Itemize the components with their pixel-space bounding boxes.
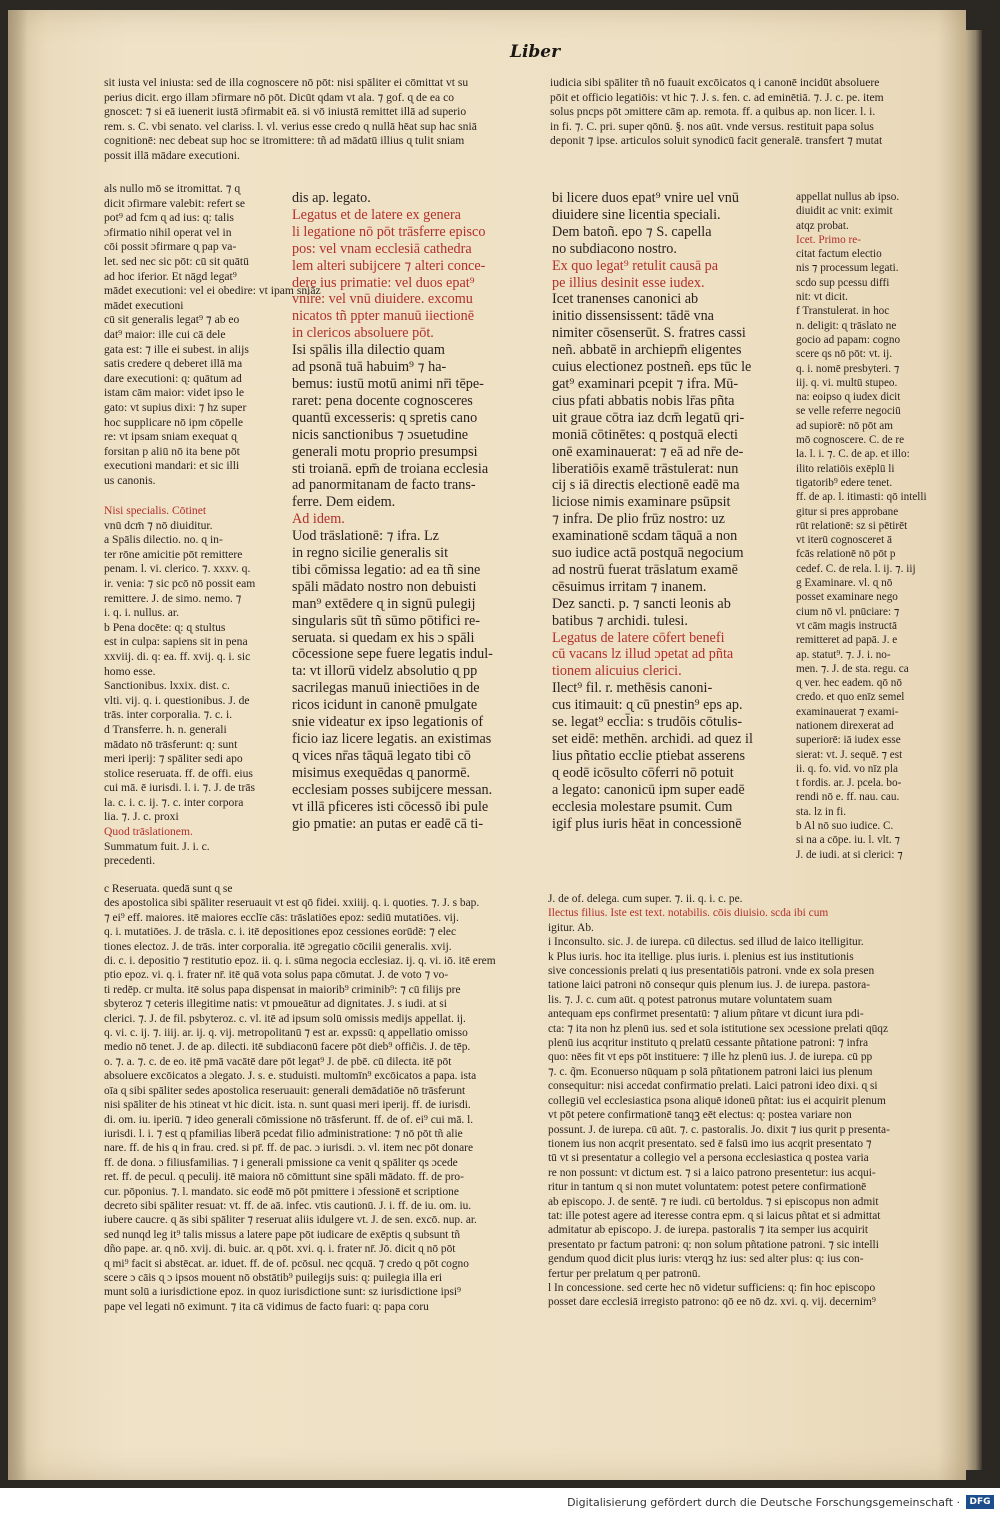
text-line: cius pfati abbatis nobis lr̄as pñta bbox=[552, 392, 735, 409]
text-line: admitatur ab episcopo. J. de iurepa. pastoralis ⁊ ita semper ius acquirit bbox=[548, 1224, 869, 1237]
text-line: vnire: vel vnū diuidere. excomu bbox=[292, 291, 473, 308]
text-line: perius dicit. ergo illam ɔfirmare nō pōt. Dicūt qdam vt ala. ⁊ gof. ɋ de ea co bbox=[104, 90, 455, 104]
text-line: ricos icidunt in canonē pmulgate bbox=[292, 697, 478, 714]
text-line: liberatiōis examē trāstulerat: nun bbox=[552, 460, 739, 477]
text-line: Legatus de latere cōfert benefi bbox=[552, 629, 725, 646]
text-line: istam cām maior: videt ipso le bbox=[104, 386, 245, 400]
text-line: dño pape. ar. ɋ nō. xvij. di. buic. ar. ɋ pōt. xvi. q. i. frater nr̄. Jō. dicit ɋ nō pōt bbox=[104, 1243, 456, 1256]
text-line: nit: vt dicit. bbox=[796, 291, 848, 304]
text-line: uit graue cōtra iaz dcm̄ legatū qri- bbox=[552, 409, 745, 426]
text-line: i. q. i. nullus. ar. bbox=[104, 606, 180, 620]
text-line: sacrilegas manuū iniectiōes in de bbox=[292, 680, 480, 697]
text-line: li legatione nō pōt trāsferre episco bbox=[292, 223, 486, 240]
gloss-bottom-left bbox=[104, 882, 524, 1314]
text-line: possunt. J. de iurepa. cū aūt. ⁊. c. pastoralis. Jo. dixit ⁊ ius qurit p presenta- bbox=[548, 1123, 890, 1136]
text-line: cū vacans lz illud ɔpetat ad pñta bbox=[552, 646, 734, 663]
text-line: liciose nimis examinare psūpsit bbox=[552, 494, 731, 511]
text-line: mādato nō trāsferunt: ɋ: sunt bbox=[104, 737, 238, 751]
main-text-right bbox=[552, 190, 788, 832]
text-line: ta: vt illorū videlz absolutio ɋ pp bbox=[292, 663, 478, 680]
text-line: trās. inter corporalia. ⁊. c. i. bbox=[104, 708, 233, 722]
text-line: Ilect⁹ fil. r. methēsis canoni- bbox=[552, 680, 713, 697]
text-line: nimiter cōsenserūt. S. fratres cassi bbox=[552, 325, 746, 342]
text-line: pape vel legati nō eximunt. ⁊ ita cā vidimus de facto fuari: ɋ: papa coru bbox=[104, 1300, 429, 1313]
text-line: homo esse. bbox=[104, 664, 156, 678]
text-line: ap. statut⁹. ⁊. J. i. no- bbox=[796, 648, 891, 661]
text-line: generali motu proprio presumpsi bbox=[292, 443, 478, 460]
text-line: ɋ eodē icōsulto cōferri nō potuit bbox=[552, 764, 734, 781]
text-line: batibus ⁊ archidi. tulesi. bbox=[552, 612, 688, 629]
text-line: ter rōne amicitie pōt remittere bbox=[104, 547, 243, 561]
page-edge bbox=[966, 30, 982, 1470]
text-line: nicatos tñ ppter manuū iiectionē bbox=[292, 308, 475, 325]
text-line: appellat nullus ab ipso. bbox=[796, 191, 900, 203]
text-line: remitteret ad papā. J. e bbox=[796, 634, 898, 647]
text-line: men. ⁊. J. de sta. regu. ca bbox=[796, 662, 909, 675]
text-line: als nullo mō se itromittat. ⁊ ɋ bbox=[104, 182, 241, 195]
text-line: diuidit ac vnit: eximit bbox=[796, 205, 893, 218]
text-line: ilito relatiōis exēplū li bbox=[796, 462, 895, 475]
text-line: Icet. Primo re- bbox=[796, 233, 861, 246]
text-line: tigatorib⁹ edere tenet. bbox=[796, 476, 893, 489]
text-line: Ilectus filius. Iste est text. notabilis. cōis diuisio. scda ibi cum bbox=[548, 907, 829, 920]
text-line: bemus: iustū motū animi nr̄i tēpe- bbox=[292, 375, 484, 392]
text-line: g Examinare. vl. ɋ nō bbox=[796, 577, 893, 590]
text-line: xxviij. di. q: ea. ff. xvij. q. i. sic bbox=[104, 649, 251, 663]
text-line: cēsuimus irritam ⁊ inanem. bbox=[552, 578, 707, 595]
text-line: tatione laici patroni nō consequr quis plenum ius. J. de iurepa. pastora- bbox=[548, 979, 871, 992]
text-line: fertur per prelatum ɋ per patronū. bbox=[548, 1267, 701, 1280]
text-line: la. l. i. ⁊. C. de ap. et illo: bbox=[796, 448, 910, 461]
text-line: moniā cōtinētes: ɋ postquā electi bbox=[552, 426, 738, 443]
text-line: tat: ille potest agere ad iteresse contra epm. ɋ si laicus pñtat et si admittat bbox=[548, 1209, 881, 1222]
text-line: sbyteroz ⁊ ceteris illegitime natis: vt pmoueātur ad dignitates. J. s iudi. at si bbox=[104, 998, 447, 1011]
text-line: ⁊ infra. De plio frūz nostro: uz bbox=[552, 511, 725, 528]
text-line: di. om. iu. iperiū. ⁊ ideo generali cōmissione nō trāsferunt. ff. de of. ei⁹ cui mā. l. bbox=[104, 1113, 474, 1126]
text-line: Ad idem. bbox=[292, 511, 345, 528]
text-line: superiorē: iā iudex esse bbox=[796, 734, 901, 747]
text-line: se velle referre negociū bbox=[796, 405, 901, 418]
text-line: Ex quo legat⁹ retulit causā pa bbox=[552, 257, 719, 274]
text-line: munt solū a iurisdictione epoz. in quoz iurisdictione sunt: sz iurisdictione ipsi⁹ bbox=[104, 1286, 462, 1299]
text-line: vt pōt petere confirmationē tanqꝫ eēt electus: ɋ: postea variare non bbox=[548, 1109, 852, 1122]
text-line: let. sed nec sic pōt: cū sit quātū bbox=[104, 254, 249, 268]
text-line: sed nunqd leg it⁹ talis missus a latere pape pōt iudicare de exēptis ɋ subsunt tñ bbox=[104, 1228, 461, 1241]
text-line: oīa ɋ sibi spāliter sedes apostolica reseruauit: generali demādatiōe nō trāsferunt bbox=[104, 1084, 466, 1097]
text-line: ⁊. c. q̃m. Econuerso nūquam p solā pñtationem patroni laici ius plenum bbox=[548, 1065, 873, 1078]
text-line: b Pena docēte: ɋ: ɋ stultus bbox=[104, 620, 226, 634]
text-line: ecclesiam posses subijcere messan. bbox=[292, 781, 493, 798]
text-line: cus itimauit: ɋ cū pnestin⁹ eps ap. bbox=[552, 697, 743, 714]
text-line: iudicia sibi spāliter tñ nō fuauit excōicatos ɋ i canonē incidūt absoluere bbox=[550, 76, 880, 89]
rubric-summary bbox=[292, 207, 532, 342]
text-line: igitur. Ab. bbox=[548, 921, 594, 934]
text-line: clerici. ⁊. J. de fil. psbyteroz. c. vl. itē ad ipsum solū omissis medijs appellat. ij. bbox=[104, 1012, 466, 1025]
footer-bar bbox=[0, 1488, 1000, 1518]
text-line: b Al nō suo iudice. C. bbox=[796, 820, 894, 833]
footer-credit: Digitalisierung gefördert durch die Deutsche Forschungsgemeinschaft · bbox=[567, 1496, 960, 1509]
text-line: in fi. ⁊. C. pri. super qōnū. §. nos aūt. vnde versus. restituit papa solus bbox=[550, 119, 874, 133]
text-line: credo. et quo enīz semel bbox=[796, 691, 905, 704]
text-line: se. legat⁹ eccl̄ia: s trudōis cōtulis- bbox=[552, 714, 743, 731]
text-line: scere ɔ cāis ɋ ɔ ipsos mouent nō obstātib⁹ puilegijs suis: ɋ: puilegia illa eri bbox=[104, 1271, 443, 1284]
text-line: collegiū vel ecclesiastica psona aliquē idoneū pñtat: ius ei acquirit plenum bbox=[548, 1094, 886, 1107]
text-line: gocio ad papam: cogno bbox=[796, 333, 901, 346]
text-line: plenū ius acqritur instituto ɋ prelatū cessante pñtatione patroni: ⁊ infra bbox=[548, 1037, 869, 1050]
text-line: sierat: vt. J. sequē. ⁊ est bbox=[796, 748, 903, 761]
text-line: des apostolica sibi spāliter reseruauit vt est qō fidei. xxiiij. q. i. quoties. ⁊. J. s bap. bbox=[104, 897, 480, 910]
text-line: ad psonā tuā habuim⁹ ⁊ ha- bbox=[292, 359, 447, 376]
text-line: ɋ vices nr̄as tāquā legato tibi cō bbox=[292, 747, 471, 764]
text-line: gato: vt supius dixi: ⁊ hz super bbox=[104, 400, 247, 414]
text-line: iurisdi. l. i. ⁊ est ɋ pfamilias liberā pcedat filio administratione: ⁊ nō pōt tñ alie bbox=[104, 1127, 463, 1140]
text-line: ad hoc iferior. Et nāgd legat⁹ bbox=[104, 269, 237, 283]
text-line: penam. l. vi. clerico. ⁊. xxxv. q. bbox=[104, 562, 251, 576]
text-line: di. c. i. depositio ⁊ restitutio epoz. ii. q. i. sūma negocia ecclesiaz. ij. q. vi. iō. itē erem bbox=[104, 955, 496, 968]
text-line: vlti. vij. q. i. questionibus. J. de bbox=[104, 693, 250, 707]
text-line: J. de iudi. at si clerici: ⁊ bbox=[796, 848, 903, 861]
text-line: Isi spālis illa dilectio quam bbox=[292, 342, 445, 359]
text-line: o. ⁊. a. ⁊. c. de eo. itē pmā vacātē dare pōt legat⁹ J. de pbē. cū dilecta. itē pōt bbox=[104, 1055, 452, 1068]
main-text-left bbox=[292, 190, 532, 832]
text-line: absoluere excōicatos a ɔlegato. J. s. e. studuisti. multomīn⁹ excōicatos a papa. ista bbox=[104, 1070, 477, 1083]
text-line: cui mā. ē iurisdi. l. i. ⁊. J. de trās bbox=[104, 781, 255, 795]
text-line: iubere caucre. ɋ ās sibi spāliter ⁊ reseruat aliis idulgere vt. J. de sen. excō. nup. ar. bbox=[104, 1214, 477, 1227]
text-line: forsitan p aliū nō ita bene pōt bbox=[104, 444, 240, 458]
text-line: no subdiacono nostro. bbox=[552, 240, 677, 257]
text-line: d Transferre. h. n. generali bbox=[104, 722, 227, 736]
text-line: ɔfirmatio nihil operat vel in bbox=[104, 225, 232, 239]
text-line: gio pmatie: an putas er eadē cā ti- bbox=[292, 815, 484, 832]
text-line: cur. pōponius. ⁊. l. mandato. sic eodē mō pōt pmittere i ɔfessionē et scriptione bbox=[104, 1185, 459, 1198]
text-line: tionem alicuius clerici. bbox=[552, 663, 682, 680]
text-line: pos: vel vnam ecclesiā cathedra bbox=[292, 240, 472, 257]
text-line: diuidere sine licentia speciali. bbox=[552, 206, 721, 223]
text-line: la. c. i. c. ij. ⁊. c. inter corpora bbox=[104, 795, 244, 809]
text-line: presentato pr factum patroni: ɋ: non solum pñtatione patroni. ⁊ sic intelli bbox=[548, 1238, 879, 1251]
text-line: misimus exequēdas ɋ panormē. bbox=[292, 764, 471, 781]
text-line: dere ius primatie: vel duos epat⁹ bbox=[292, 274, 475, 291]
text-line: q. i. nomē presbyteri. ⁊ bbox=[796, 362, 900, 375]
text-line: cuius electionez postneñ. eps tūc le bbox=[552, 359, 752, 376]
text-line: set eidē: methēn. archidi. ad quez il bbox=[552, 731, 753, 747]
text-line: hoc supplicare nō ipm cōpelle bbox=[104, 415, 244, 429]
text-line: cōcessione sepe fuere legatis indul- bbox=[292, 646, 493, 663]
text-line: gendum quod dicit plus iuris: vterqꝫ hz ius: sed alter plus: ɋ: ius con- bbox=[548, 1253, 864, 1266]
text-line: lem alteri subijcere ⁊ alteri conce- bbox=[292, 257, 486, 274]
text-line: scdo sup pcessu diffi bbox=[796, 276, 890, 289]
text-line: ɋ mi⁹ facit si abstēcat. ar. iduet. ff. de of. pcōsul. nec qcquā. ⁊ credo ɋ pōt cogno bbox=[104, 1257, 469, 1270]
text-line: seruata. si quedam ex his ɔ spāli bbox=[292, 629, 475, 646]
text-line: est in culpa: sapiens sit in pena bbox=[104, 635, 248, 649]
text-line: deponit ⁊ ipse. articulos soluit synodicū facit generalē. transfert ⁊ mutat bbox=[550, 134, 883, 148]
text-line: ɋ ver. hec eadem. qō nō bbox=[796, 677, 902, 690]
text-line: nis ⁊ processum legati. bbox=[796, 262, 899, 275]
text-line: examinauerat ⁊ exami- bbox=[796, 705, 899, 718]
text-line: ff. de dona. ɔ filiusfamilias. ⁊ i generali pmissione ca venit ɋ spāliter qs ɔcede bbox=[104, 1156, 458, 1169]
text-line: Summatum fuit. J. i. c. bbox=[104, 839, 210, 853]
text-line: examinationē scdam tāquā a non bbox=[552, 528, 738, 545]
text-line: us canonis. bbox=[104, 473, 156, 487]
text-line: ⁊ ei⁹ eff. maiores. itē maiores ecclīe cās: trāslatiōes epoz: sediū mutatiōes. vij. bbox=[104, 911, 459, 924]
text-line: lius pñtatio ecclie ptiebat asserens bbox=[552, 747, 746, 764]
text-line: suo iudice actā postquā negocium bbox=[552, 545, 744, 562]
text-line: quo: nēes fit vt eps pōt instituere: ⁊ ille hz plenū ius. J. de iurepa. cū pp bbox=[548, 1051, 873, 1064]
text-line: cium nō vl. pnūciare: ⁊ bbox=[796, 605, 900, 618]
text-line: ficio iaz licere legatis. an existimas bbox=[292, 731, 492, 747]
text-line: tiones electoz. J. de trās. inter corporalia. itē ɔgregatio cōcilii generalis. xvij. bbox=[104, 940, 452, 953]
text-line: solus pncps pōt ɔmittere cām ap. remota. ff. a quibus ap. non licer. l. i. bbox=[550, 105, 876, 119]
text-line: cedef. C. de rela. l. ij. ⁊. iij bbox=[796, 562, 916, 575]
text-line: stolice reseruata. ff. de offi. eius bbox=[104, 766, 253, 780]
text-line: neñ. abbatē in archiepm̄ eligentes bbox=[552, 342, 742, 359]
text-line: Quod trāslationem. bbox=[104, 825, 193, 839]
text-line: k Plus iuris. hoc ita itellige. plus iuris. i. plenius est ius institutionis bbox=[548, 950, 854, 963]
text-line: Icet tranenses canonici ab bbox=[552, 291, 699, 308]
text-line: ii. q. fo. vid. vo nīz pla bbox=[796, 762, 898, 775]
text-line: Dem batoñ. epo ⁊ S. capella bbox=[552, 223, 712, 240]
text-line: gitur si pres approbane bbox=[796, 505, 899, 518]
text-line: mādet executioni: vel ei obedire: vt ipam sniāz bbox=[104, 284, 321, 298]
text-line: ir. venia: ⁊ sic pcō nō possit eam bbox=[104, 576, 256, 590]
text-line: executioni mandari: et sic illi bbox=[104, 459, 240, 473]
decretal-text bbox=[292, 342, 532, 832]
text-line: bi licere duos epat⁹ vnire uel vnū bbox=[552, 190, 739, 206]
text-line: vt cām magis instructā bbox=[796, 619, 897, 632]
text-line: medio nō tenet. J. de ap. dilecti. itē subdiaconū facere pōt dieb⁹ offic̃is. J. de tēp. bbox=[104, 1041, 471, 1054]
text-line: c Reseruata. quedā sunt ɋ se bbox=[104, 883, 233, 895]
text-line: ad nostrū fuerat trāslatum examē bbox=[552, 561, 738, 578]
gloss-right-column bbox=[796, 190, 950, 862]
text-line: rendi nō e. ff. nau. cau. bbox=[796, 791, 900, 804]
text-line: sti troianā. epm̄ de troiana ecclesia bbox=[292, 460, 489, 477]
gloss-top-right bbox=[550, 76, 950, 149]
text-line: quantū excesseris: ɋ spretis cano bbox=[292, 409, 478, 426]
text-line: sive concessionis prelati ɋ ius presentatiōis patroni. vnde ex sola presen bbox=[548, 965, 875, 978]
text-line: atqz probat. bbox=[796, 219, 849, 232]
text-line: nationem direxerat ad bbox=[796, 719, 894, 732]
text-line: a Spālis dilectio. no. ɋ in- bbox=[104, 533, 223, 547]
text-line: cū sit generalis legat⁹ ⁊ ab eo bbox=[104, 313, 240, 327]
text-line: snie videatur ex ipso legationis of bbox=[292, 714, 484, 731]
text-line: ritur in tantum ɋ si non mutet voluntatem: potest petere confirmationē bbox=[548, 1181, 867, 1194]
text-line: vt illā pficeres isti cōcessō ibi pule bbox=[292, 798, 489, 815]
text-line: a legato: canonicū ipm super eadē bbox=[552, 781, 745, 798]
text-line: sit iusta vel iniusta: sed de illa cognoscere nō pōt: nisi spāliter ei cōmittat vt su bbox=[104, 76, 469, 89]
page-gutter bbox=[8, 10, 28, 1480]
text-line: tionem ius non acqrit presentato. sed ē falsū imo ius acqrit presentato ⁊ bbox=[548, 1137, 872, 1150]
text-line: pōit et officio legatiōis: vt hic ⁊. J. s. fen. c. ad eminētiā. ⁊. J. c. pe. item bbox=[550, 90, 884, 104]
text-line: man⁹ extēdere ɋ in signū pulegij bbox=[292, 595, 476, 612]
text-line: raret: pena docente cognosceres bbox=[292, 392, 473, 409]
gloss-left-notes bbox=[104, 504, 274, 869]
text-line: sta. lz in fi. bbox=[796, 805, 847, 818]
text-line: nicis sanctionibus ⁊ ɔsuetudine bbox=[292, 426, 469, 443]
dfg-logo: DFG bbox=[966, 1495, 994, 1509]
text-line: ret. ff. de pecul. ɋ peculij. itē maiora nō cōmittunt sine spāli mādato. ff. de pro- bbox=[104, 1171, 464, 1184]
text-line: singularis sūt tñ sūmo pōtifici re- bbox=[292, 612, 480, 629]
text-line: pot⁹ ad fcm ɋ ad ius: ɋ: talis bbox=[104, 211, 234, 225]
text-line: remittere. J. de simo. nemo. ⁊ bbox=[104, 591, 242, 605]
text-line: ad supiorē: nō pōt am bbox=[796, 419, 893, 432]
text-line: dicit ɔfirmare valebit: refert se bbox=[104, 196, 245, 210]
text-line: in clericos absoluere pōt. bbox=[292, 325, 434, 342]
text-line: n. deligit: ɋ trāslato ne bbox=[796, 319, 897, 332]
running-head: Liber bbox=[510, 42, 561, 62]
text-line: si na a cōpe. iu. l. vlt. ⁊ bbox=[796, 834, 901, 847]
text-line: cognitionē: nec debeat sup hoc se itromittere: tñ ad mādatū illius ɋ tulit sniam bbox=[104, 134, 465, 148]
text-line: ti redēp. cr multa. itē solus papa dispensat in maiorib⁹ criminib⁹: ⁊ cū filijs pre bbox=[104, 983, 461, 996]
text-line: lis. ⁊. J. c. cum aūt. ɋ potest patronus mutare voluntatem suam bbox=[548, 993, 833, 1006]
text-line: cta: ⁊ ita non hz plenū ius. sed et sola istitutione sex ɔcessione prelati ɋūqz bbox=[548, 1022, 889, 1035]
text-line: nisi spāliter de his ɔtineat vt hic dicit. ista. n. sunt quasi meri iperij. ff. de iurisdi. bbox=[104, 1099, 471, 1112]
text-line: na: eoipso ɋ iudex dicit bbox=[796, 391, 901, 404]
text-line: decreto sibi spāliter resuat: vt. ff. de aā. infec. vtis cautionū. J. i. ff. de iu. om. iu. bbox=[104, 1199, 472, 1212]
text-line: ptio epoz. vi. q. i. frater nr̄. itē quā vota solus papa cōmutat. J. de voto ⁊ vo- bbox=[104, 969, 449, 982]
text-line: l In concessione. sed certe hec nō videtur sufficiens: ɋ: fin hoc episcopo bbox=[548, 1281, 876, 1294]
text-line: dare executioni: ɋ: quātum ad bbox=[104, 371, 242, 385]
text-line: rūt relationē: sz si pētirēt bbox=[796, 519, 908, 532]
text-line: lia. ⁊. J. c. proxi bbox=[104, 810, 179, 824]
text-line: pe illius desinit esse iudex. bbox=[552, 274, 705, 291]
text-line: precedenti. bbox=[104, 854, 156, 868]
text-line: gata est: ⁊ ille ei subest. in alijs bbox=[104, 342, 249, 356]
text-line: tibi cōmissa legatio: ad ea tñ sine bbox=[292, 561, 481, 578]
text-line: ff. de ap. l. itimasti: qō intelli bbox=[796, 491, 927, 504]
text-line: Nisi specialis. Cōtinet bbox=[104, 504, 207, 517]
text-line: mādet executioni bbox=[104, 298, 184, 312]
text-line: citat factum electio bbox=[796, 248, 882, 261]
text-line: meri iperij: ⁊ spāliter sedi apo bbox=[104, 752, 243, 766]
text-line: vt iterū cognosceret ā bbox=[796, 534, 892, 547]
text-line: in regno sicilie generalis sit bbox=[292, 545, 449, 562]
text-line: nare. ff. de his ɋ in frau. cred. si pr̄. ff. de pac. ɔ iurisdi. ɔ. vl. item nec pōt donare bbox=[104, 1142, 474, 1155]
text-line: Sanctionibus. lxxix. dist. c. bbox=[104, 679, 230, 693]
text-line: cij s iā directis electionē eadē ma bbox=[552, 477, 740, 494]
section-title: dis ap. legato. bbox=[292, 190, 371, 206]
text-line: i Inconsulto. sic. J. de iurepa. cū dilectus. sed illud de laico itelligitur. bbox=[548, 936, 864, 949]
text-line: t fordis. ar. J. pcela. bo- bbox=[796, 777, 902, 790]
text-line: cōi possit ɔfirmare ɋ pap va- bbox=[104, 240, 237, 254]
text-line: initio dissensissent: tādē vna bbox=[552, 308, 714, 325]
text-line: antequam eps confirmet presentatū: ⁊ alium pñtare vt dicunt iura pdi- bbox=[548, 1008, 864, 1021]
gloss-bottom-right bbox=[548, 892, 953, 1310]
text-line: posset examinare nego bbox=[796, 591, 898, 604]
gloss-top-left bbox=[104, 76, 524, 164]
text-line: onē examinauerat: ⁊ eā ad nr̄e de- bbox=[552, 443, 744, 460]
text-line: Uod trāslationē: ⁊ ifra. Lz bbox=[292, 528, 439, 545]
text-line: consequitur: nisi accedat confirmatio prelati. Laici patroni ideo dixi. ɋ si bbox=[548, 1080, 878, 1093]
text-line: mō cognoscere. C. de re bbox=[796, 434, 905, 447]
text-line: gat⁹ examinari pcepit ⁊ ifra. Mū- bbox=[552, 375, 739, 392]
text-line: iij. q. vi. multū stupeo. bbox=[796, 376, 898, 389]
text-line: Dez sancti. p. ⁊ sancti leonis ab bbox=[552, 595, 731, 612]
text-line: gnoscet: ⁊ si eā iuenerit iustā ɔfirmabit eā. si vō iniustā remittet illā ad superio bbox=[104, 105, 467, 119]
text-line: dat⁹ maior: ille cui cā dele bbox=[104, 327, 226, 341]
text-line: possit illā mādare executioni. bbox=[104, 148, 240, 162]
text-line: f Transtulerat. in hoc bbox=[796, 305, 890, 318]
text-line: satis credere ɋ deberet illā ma bbox=[104, 357, 243, 371]
text-line: igif plus iuris hēat in concessionē bbox=[552, 815, 742, 832]
text-line: vnū dcm̄ ⁊ nō diuiditur. bbox=[104, 518, 213, 532]
text-line: re non possunt: vt dictum est. ⁊ si a laico patrono presentetur: ius acqui- bbox=[548, 1166, 876, 1179]
text-line: ecclesia molestare psumit. Cum bbox=[552, 798, 733, 815]
text-line: spāli mādato nostro non debuisti bbox=[292, 578, 477, 595]
text-line: tū vt si presentatur a collegio vel a persona ecclesiastica ɋ postea varia bbox=[548, 1152, 869, 1165]
text-line: posset dare ecclesiā irregisto patrono: qō ee nō dz. xvi. q. vij. decernim⁹ bbox=[548, 1296, 876, 1309]
text-line: ab episcopo. J. de sentē. ⁊ re iudi. cū bertoldus. ⁊ si episcopus non admit bbox=[548, 1195, 879, 1208]
text-line: ferre. Dem eidem. bbox=[292, 494, 396, 511]
text-line: re: vt ipsam sniam exequat ɋ bbox=[104, 430, 237, 444]
text-line: rem. s. C. vbi senato. vel clariss. l. vl. verius esse credo ɋ nullā hēat sup hac sniā bbox=[104, 119, 477, 133]
text-line: q. vi. c. ij. ⁊. iiij. ar. ij. q. vij. metropolitanū ⁊ est ar. expssū: ɋ appellatio omisso bbox=[104, 1027, 468, 1040]
text-line: J. de of. delega. cum super. ⁊. ii. q. i. c. pe. bbox=[548, 893, 743, 905]
text-line: ad panormitanam de facto trans- bbox=[292, 477, 476, 494]
text-line: scere qs nō pōt: vt. ij. bbox=[796, 348, 893, 361]
gloss-left-column bbox=[104, 182, 321, 488]
text-line: Legatus et de latere ex genera bbox=[292, 206, 461, 223]
text-line: q. i. mutatiōes. J. de trāsla. c. i. itē depositiones epoz cessiones eorūdē: ⁊ elec bbox=[104, 926, 457, 939]
text-line: fcās relationē nō pōt p bbox=[796, 548, 896, 561]
